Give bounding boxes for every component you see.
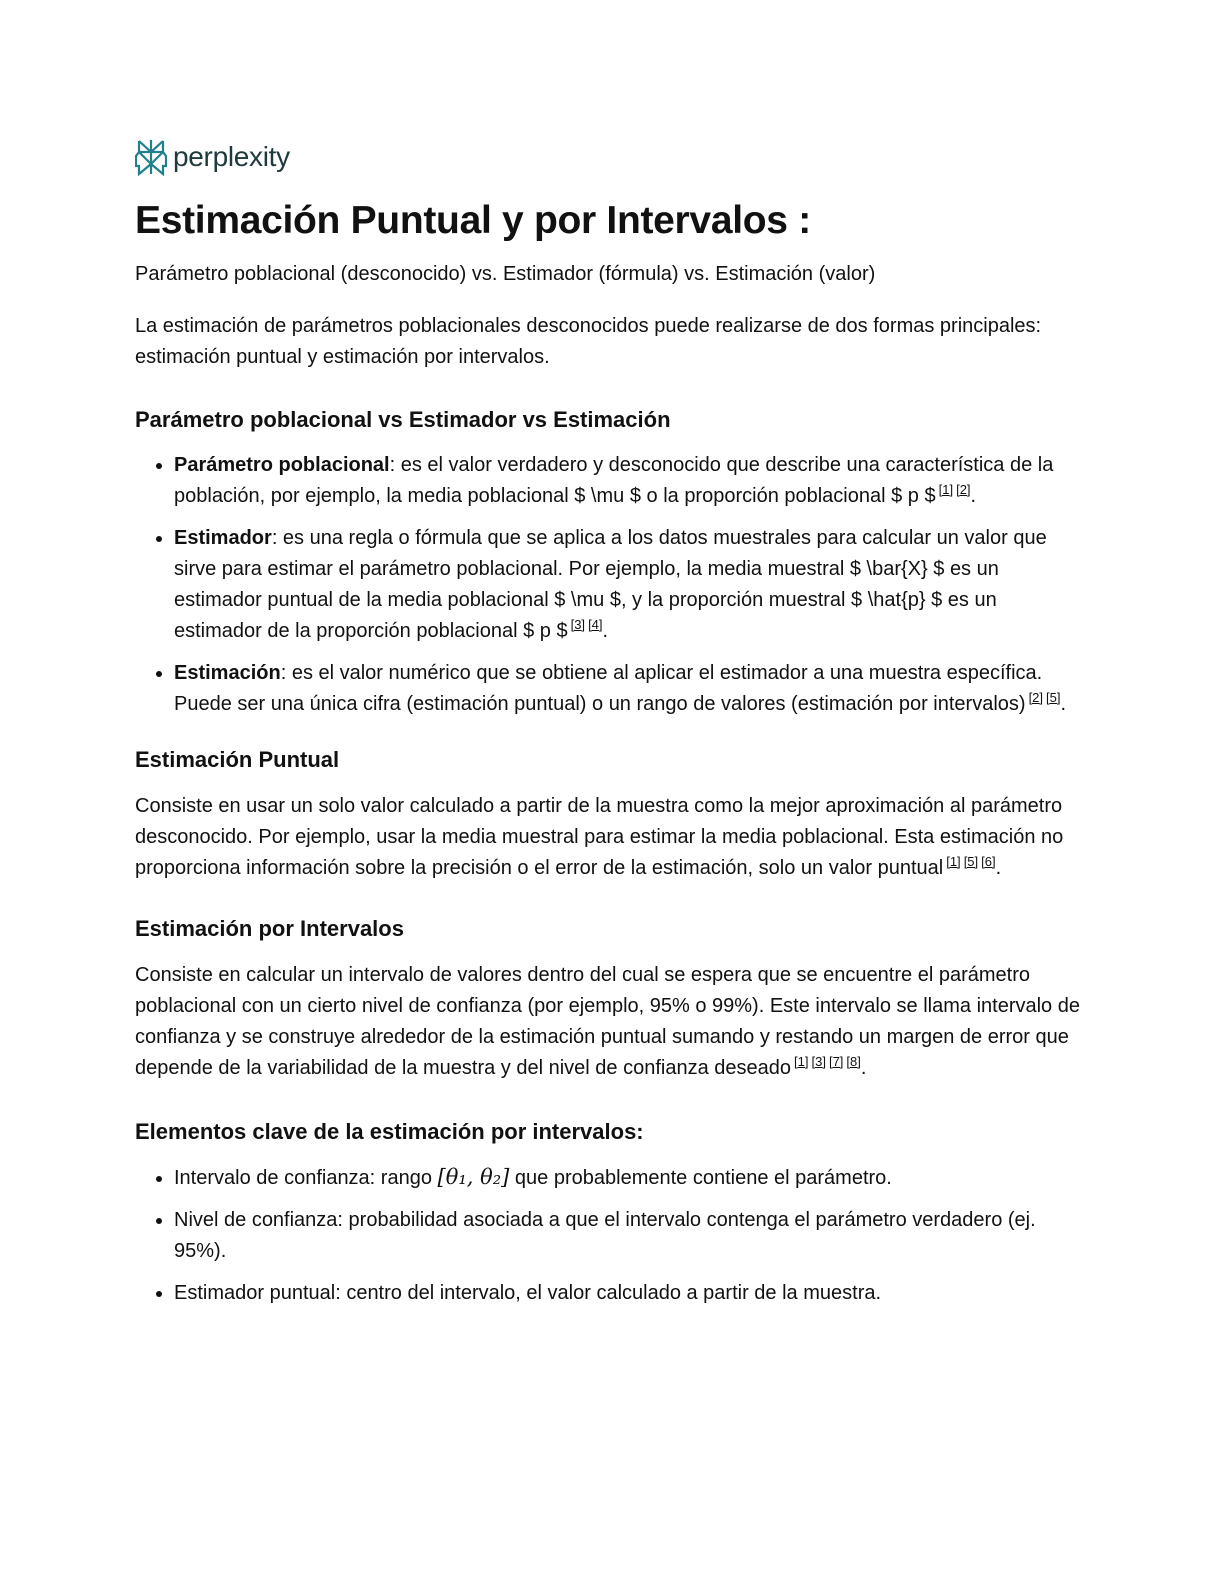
item-label: Estimación (174, 662, 281, 684)
section-heading: Parámetro poblacional vs Estimador vs Estimación (135, 407, 671, 432)
citation-link[interactable]: [1] (938, 482, 954, 497)
section-paragraph: Consiste en usar un solo valor calculado a partir de la muestra como la mejor aproximación al parámetro desconocido. Por ejemplo, usar la media muestral para estimar la media poblacional. Esta estimación no proporciona información sobre la precisión o el error de la estimación, solo un valor puntual [1] [5] [6]. (135, 795, 1064, 879)
math-expression: [θ₁, θ₂] (437, 1165, 510, 1189)
citation-link[interactable]: [2] (956, 482, 971, 497)
citation-link[interactable]: [8] (846, 1054, 861, 1069)
citation-link[interactable]: [1] (946, 854, 961, 869)
citation-link[interactable]: [7] (828, 1054, 844, 1069)
key-elements-list (135, 1162, 1085, 1309)
item-label: Estimador (174, 527, 272, 549)
list-item: • Estimación: es el valor numérico que se obtiene al aplicar el estimador a una muestra específica. Puede ser una única cifra (estimación puntual) o un rango de valores (estimación por intervalos) [2] [5]. (174, 658, 1085, 720)
item-text: Intervalo de confianza: rango (174, 1167, 438, 1189)
item-text: : es el valor numérico que se obtiene al aplicar el estimador a una muestra específica. Puede ser una única cifra (estimación puntual) o un rango de valores (estimación por intervalos) (174, 662, 1043, 715)
item-text: Nivel de confianza: probabilidad asociada a que el intervalo contenga el parámetro verdadero (ej. 95%). (174, 1209, 1036, 1262)
item-text: : es una regla o fórmula que se aplica a los datos muestrales para calcular un valor que sirve para estimar el parámetro poblacional. Por ejemplo, la media muestral $ \bar{X} $ es un estimador puntual de la media poblacional $ \mu $, y la proporción muestral $ \hat{p} $ es un estimador de la proporción poblacional $ p $ (174, 527, 1047, 642)
citation-link[interactable]: [5] (963, 854, 979, 869)
section-heading: Estimación por Intervalos (135, 916, 404, 941)
section-heading: Estimación Puntual (135, 747, 340, 772)
citation-link[interactable]: [2] (1028, 690, 1044, 705)
logo-text: perplexity (173, 141, 290, 172)
perplexity-logo (135, 137, 1085, 177)
definitions-list (135, 450, 1085, 720)
intro-paragraph: La estimación de parámetros poblacionales desconocidos puede realizarse de dos formas principales: estimación puntual y estimación por intervalos. (135, 315, 1042, 368)
section-paragraph: Consiste en calcular un intervalo de valores dentro del cual se espera que se encuentre el parámetro poblacional con un cierto nivel de confianza (por ejemplo, 95% o 99%). Este intervalo se llama intervalo de confianza y se construye alrededor de la estimación puntual sumando y restando un margen de error que depende de la variabilidad de la muestra y del nivel de confianza deseado [1] [3] [7] [8]. (135, 964, 1080, 1079)
document-page (135, 137, 1085, 1320)
list-item: • Parámetro poblacional: es el valor verdadero y desconocido que describe una característica de la población, por ejemplo, la media poblacional $ \mu $ o la proporción poblacional $ p $ [1] [2]. (174, 450, 1085, 512)
item-label: Parámetro poblacional (174, 454, 390, 476)
paragraph-text: Consiste en usar un solo valor calculado a partir de la muestra como la mejor aproximación al parámetro desconocido. Por ejemplo, usar la media muestral para estimar la media poblacional. Esta estimación no proporciona información sobre la precisión o el error de la estimación, solo un valor puntual (135, 795, 1064, 879)
citation-link[interactable]: [1] (794, 1054, 809, 1069)
citation-link[interactable]: [3] (811, 1054, 826, 1069)
item-text: que probablemente contiene el parámetro. (509, 1167, 892, 1189)
perplexity-logo-icon (135, 138, 167, 176)
paragraph-text: Consiste en calcular un intervalo de valores dentro del cual se espera que se encuentre el parámetro poblacional con un cierto nivel de confianza (por ejemplo, 95% o 99%). Este intervalo se llama intervalo de confianza y se construye alrededor de la estimación puntual sumando y restando un margen de error que depende de la variabilidad de la muestra y del nivel de confianza deseado (135, 964, 1080, 1079)
page-title: Estimación Puntual y por Intervalos : (135, 199, 811, 242)
item-text: : es el valor verdadero y desconocido que describe una característica de la población, por ejemplo, la media poblacional $ \mu $ o la proporción poblacional $ p $ (174, 454, 1054, 507)
item-text: Estimador puntual: centro del intervalo, el valor calculado a partir de la muestra. (174, 1282, 882, 1304)
citation-link[interactable]: [5] (1046, 690, 1061, 705)
citation-link[interactable]: [4] (588, 617, 603, 632)
list-item (174, 1162, 1085, 1194)
list-item (174, 1278, 1085, 1309)
citation-link[interactable]: [3] (570, 617, 586, 632)
citation-link[interactable]: [6] (981, 854, 996, 869)
section-heading: Elementos clave de la estimación por intervalos: (135, 1119, 644, 1144)
list-item: • Estimador: es una regla o fórmula que se aplica a los datos muestrales para calcular un valor que sirve para estimar el parámetro poblacional. Por ejemplo, la media muestral $ \bar{X} $ es un estimador puntual de la media poblacional $ \mu $, y la proporción muestral $ \hat{p} $ es un estimador de la proporción poblacional $ p $ [3] [4]. (174, 523, 1085, 647)
subtitle: Parámetro poblacional (desconocido) vs. Estimador (fórmula) vs. Estimación (valor) (135, 263, 876, 285)
list-item (174, 1205, 1085, 1267)
